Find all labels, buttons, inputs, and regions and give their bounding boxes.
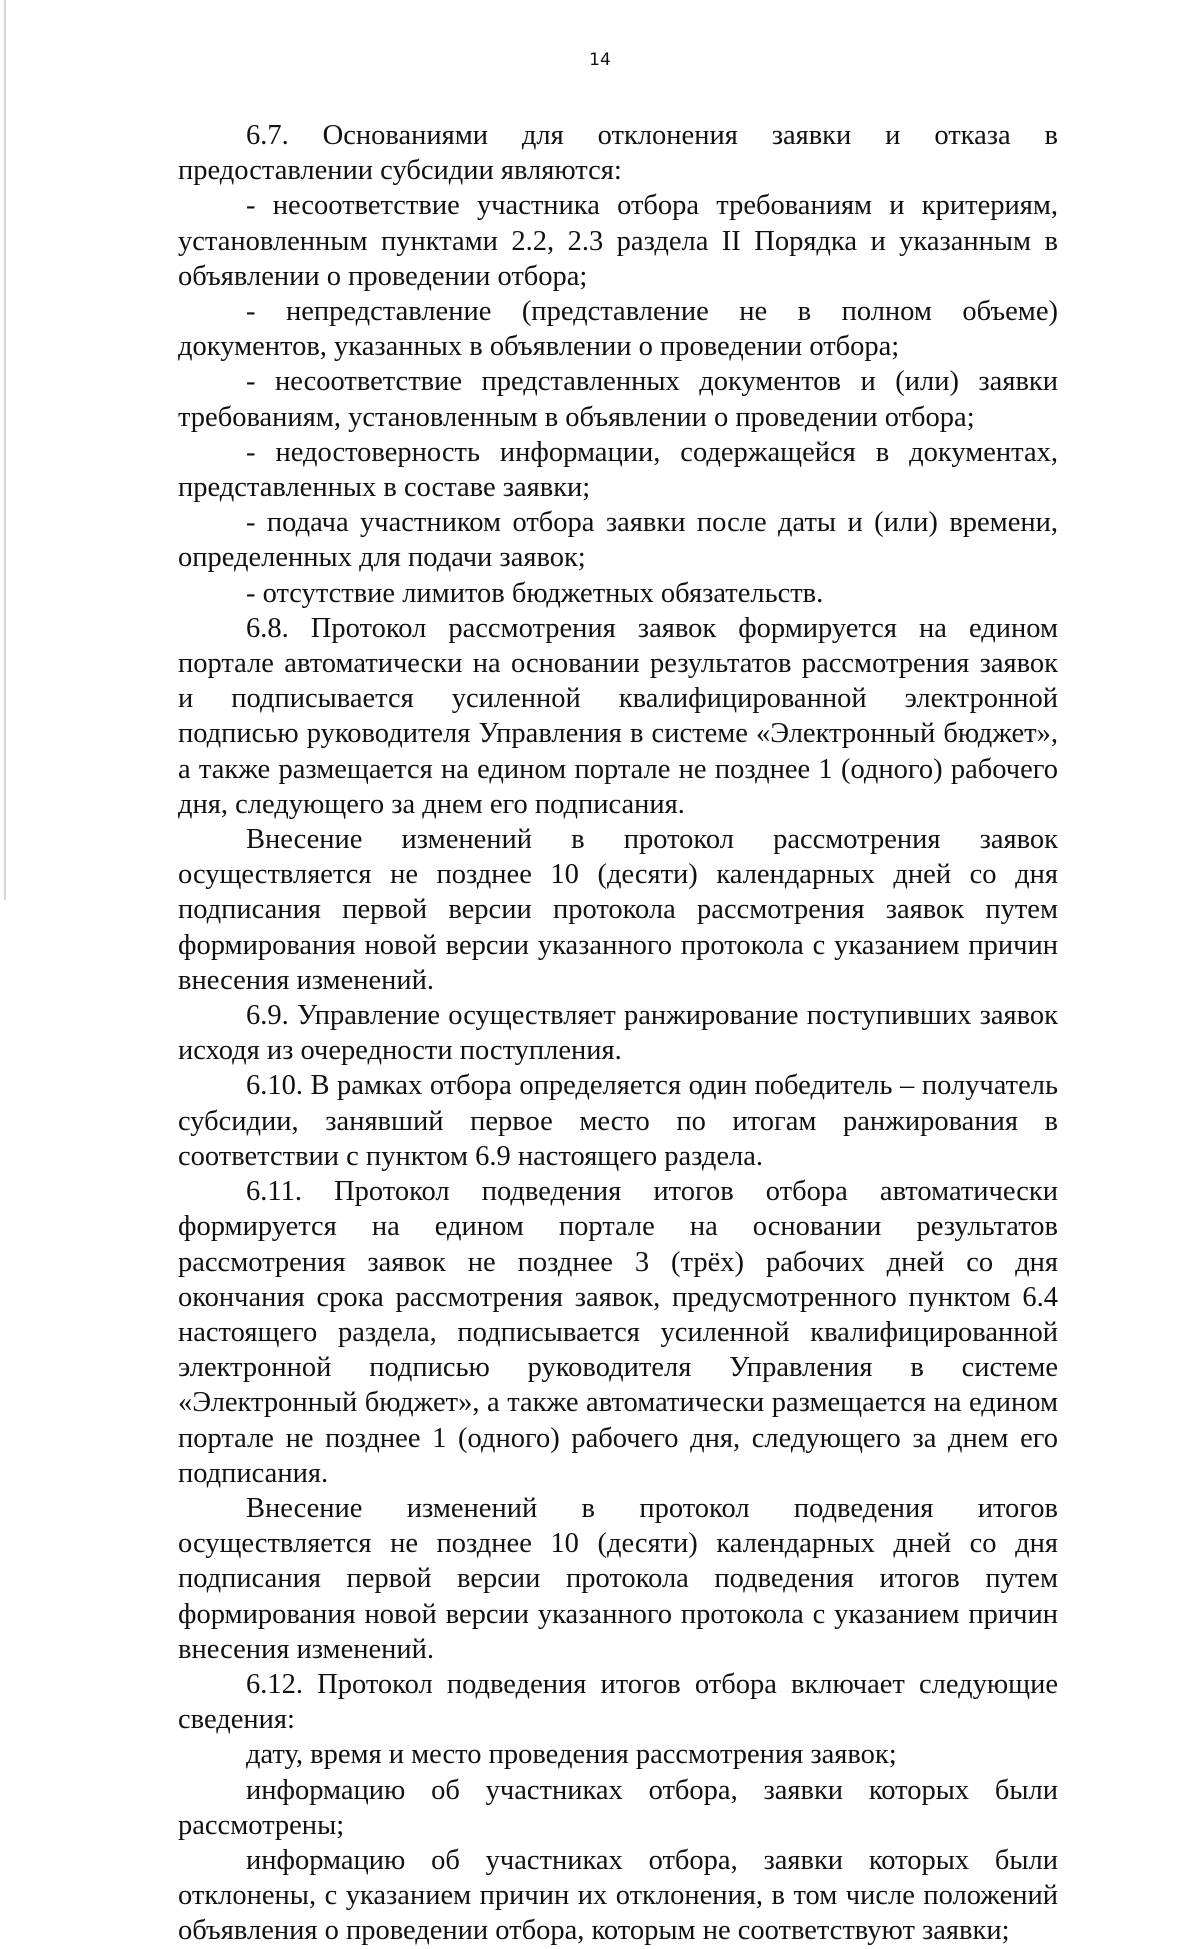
paragraph-6-11-amendments: Внесение изменений в протокол подведения итогов осуществляется не позднее 10 (десяти) календарных дней со дня подписания первой версии протокола подведения итогов путем формирования новой версии указанного протокола с указанием причин внесения изменений.: [178, 1492, 1058, 1665]
paragraph-6-9: 6.9. Управление осуществляет ранжирование поступивших заявок исходя из очередности поступления.: [178, 1000, 1058, 1067]
paragraph-6-10: 6.10. В рамках отбора определяется один победитель – получатель субсидии, занявший первое место по итогам ранжирования в соответствии с пунктом 6.9 настоящего раздела.: [178, 1070, 1058, 1172]
page-number: 14: [589, 50, 611, 70]
paragraph-6-8-amendments: Внесение изменений в протокол рассмотрения заявок осуществляется не позднее 10 (десяти) календарных дней со дня подписания первой версии протокола рассмотрения заявок путем формирования новой версии указанного протокола с указанием причин внесения изменений.: [178, 824, 1058, 996]
scan-edge-line: [4, 0, 6, 900]
paragraph-6-12: 6.12. Протокол подведения итогов отбора включает следующие сведения:: [178, 1668, 1058, 1736]
bullet-item: - недостоверность информации, содержащейся в документах, представленных в составе заявки;: [178, 436, 1058, 504]
paragraph-6-7: 6.7. Основаниями для отклонения заявки и отказа в предоставлении субсидии являются:: [178, 120, 1058, 187]
paragraph-6-11: 6.11. Протокол подведения итогов отбора автоматически формируется на едином портале на основании результатов рассмотрения заявок не позднее 3 (трёх) рабочих дней со дня окончания срока рассмотрения заявок, предусмотренного пунктом 6.4 настоящего раздела, подписывается усиленной квалифицированной электронной подписью руководителя Управления в системе «Электронный бюджет», а также автоматически размещается на едином портале не позднее 1 (одного) рабочего дня, следующего за днем его подписания.: [178, 1176, 1058, 1489]
paragraph-6-8: 6.8. Протокол рассмотрения заявок формируется на едином портале автоматически на основании результатов рассмотрения заявок и подписывается усиленной квалифицированной электронной подписью руководителя Управления в системе «Электронный бюджет», а также размещается на едином портале не позднее 1 (одного) рабочего дня, следующего за днем его подписания.: [178, 612, 1058, 820]
bullet-item: - отсутствие лимитов бюджетных обязательств.: [246, 577, 824, 609]
list-item: информацию об участниках отбора, заявки которых были отклонены, с указанием причин их отклонения, в том числе положений объявления о проведении отбора, которым не соответствуют заявки;: [178, 1844, 1058, 1947]
list-item: информацию об участниках отбора, заявки которых были рассмотрены;: [178, 1774, 1058, 1841]
bullet-item: - подача участником отбора заявки после даты и (или) времени, определенных для подачи заявок;: [178, 507, 1058, 574]
bullet-item: - непредставление (представление не в полном объеме) документов, указанных в объявлении о проведении отбора;: [178, 296, 1058, 363]
bullet-item: - несоответствие представленных документов и (или) заявки требованиям, установленным в объявлении о проведении отбора;: [178, 366, 1058, 433]
bullet-item: - несоответствие участника отбора требованиям и критериям, установленным пунктами 2.2, 2.3 раздела II Порядка и указанным в объявлении о проведении отбора;: [178, 190, 1058, 292]
list-item: дату, время и место проведения рассмотрения заявок;: [246, 1739, 897, 1771]
document-body: [178, 118, 1058, 1949]
